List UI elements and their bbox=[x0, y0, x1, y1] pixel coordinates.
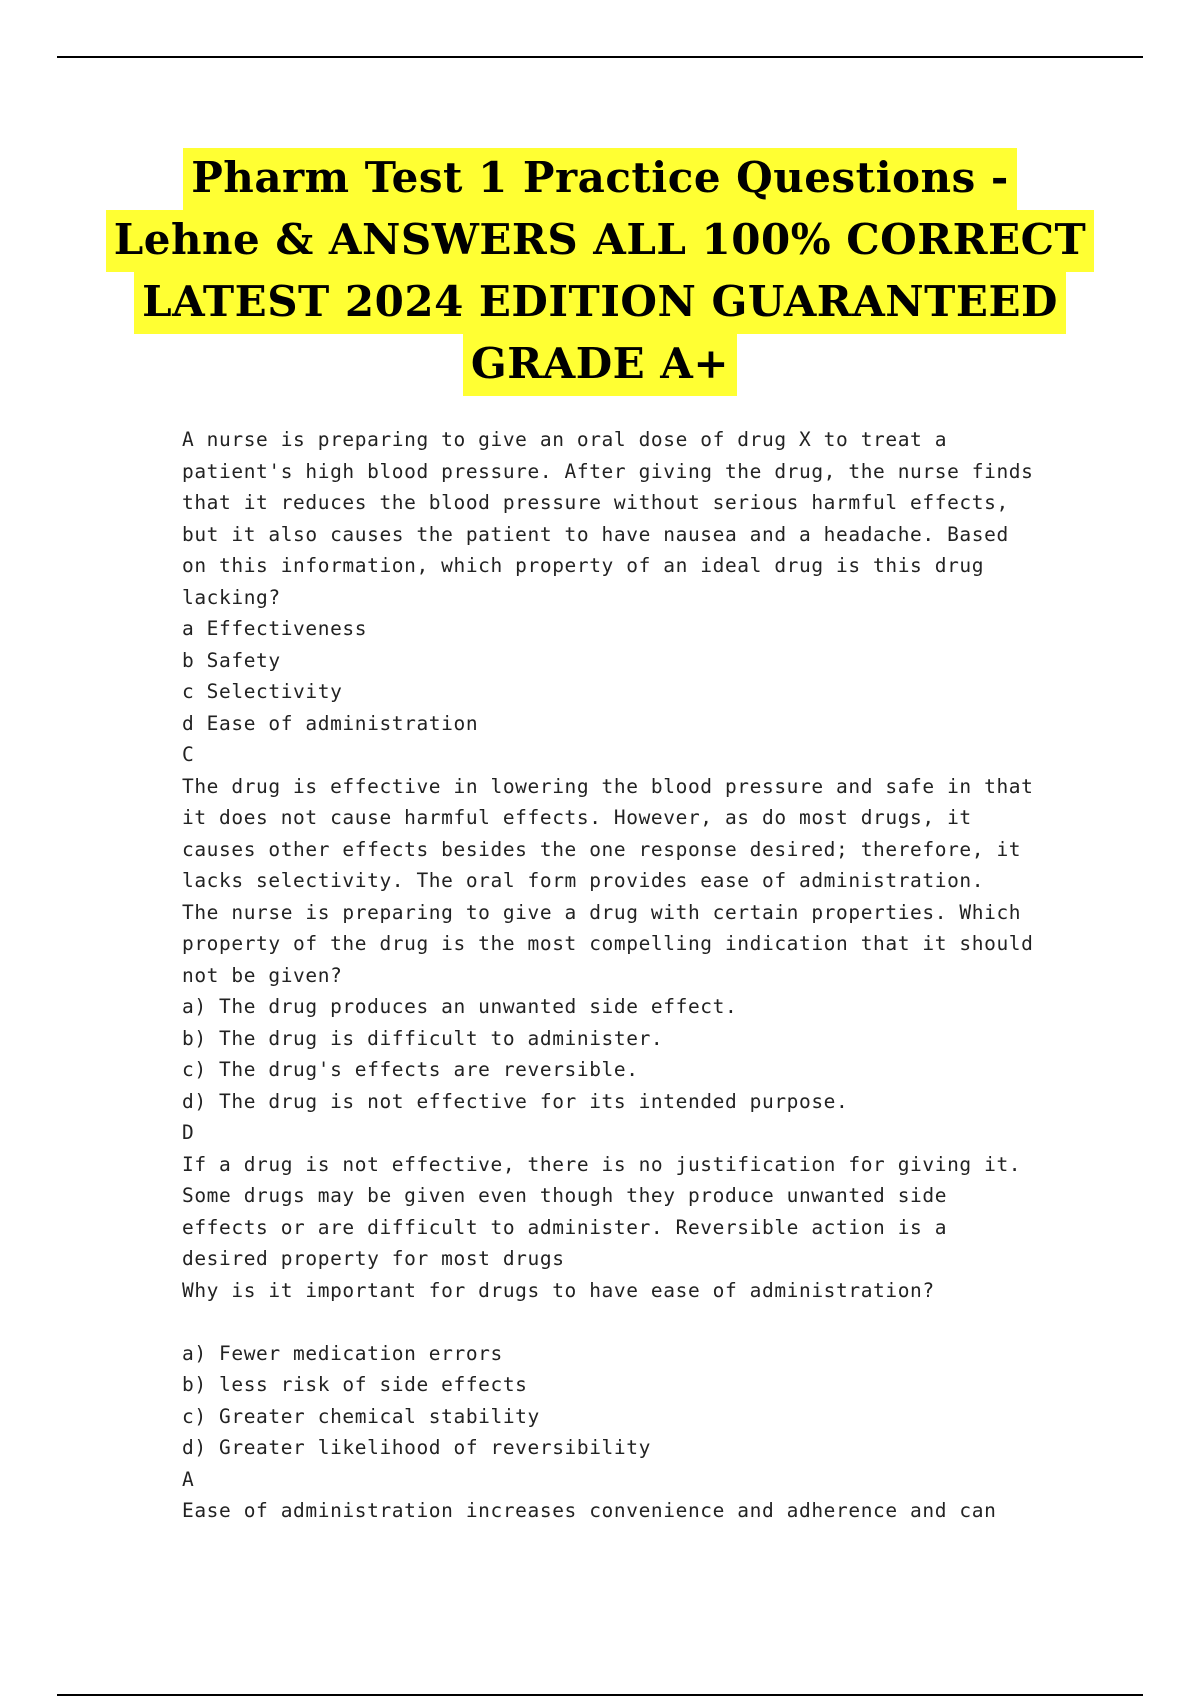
answer-option: a) The drug produces an unwanted side effect. bbox=[182, 995, 738, 1018]
correct-answer: A bbox=[182, 1467, 195, 1491]
rationale-text: it does not cause harmful effects. However, as do most drugs, it bbox=[182, 806, 972, 829]
top-rule bbox=[57, 56, 1143, 58]
answer-option: d Ease of administration bbox=[182, 711, 479, 735]
blank-line bbox=[182, 1306, 1062, 1338]
answer-option: c) Greater chemical stability bbox=[182, 1404, 540, 1428]
document-title bbox=[0, 148, 1200, 396]
rationale-text: The drug is effective in lowering the blood pressure and safe in that bbox=[182, 774, 1034, 798]
title-line: GRADE A+ bbox=[463, 334, 737, 396]
answer-option: b) The drug is difficult to administer. bbox=[182, 1026, 664, 1050]
rationale-text: causes other effects besides the one response desired; therefore, it bbox=[182, 837, 1022, 861]
question-text: property of the drug is the most compelling indication that it should bbox=[182, 932, 1034, 955]
correct-answer: C bbox=[182, 743, 195, 766]
question-text: that it reduces the blood pressure without serious harmful effects, bbox=[182, 491, 1009, 514]
rationale-text: effects or are difficult to administer. Reversible action is a bbox=[182, 1215, 948, 1239]
answer-option: a) Fewer medication errors bbox=[182, 1341, 503, 1365]
title-line: Pharm Test 1 Practice Questions - bbox=[183, 148, 1017, 210]
rationale-text: desired property for most drugs bbox=[182, 1247, 565, 1270]
question-text: Why is it important for drugs to have ease of administration? bbox=[182, 1278, 935, 1302]
question-text: but it also causes the patient to have nausea and a headache. Based bbox=[182, 522, 1009, 546]
answer-option: d) Greater likelihood of reversibility bbox=[182, 1436, 651, 1459]
question-text: patient's high blood pressure. After giving the drug, the nurse finds bbox=[182, 459, 1034, 483]
rationale-text: lacks selectivity. The oral form provides ease of administration. bbox=[182, 869, 985, 892]
document-body bbox=[182, 424, 1062, 1527]
question-text: The nurse is preparing to give a drug with certain properties. Which bbox=[182, 900, 1022, 924]
answer-option: c Selectivity bbox=[182, 680, 343, 703]
answer-option: b) less risk of side effects bbox=[182, 1373, 528, 1396]
answer-option: a Effectiveness bbox=[182, 617, 368, 640]
answer-option: d) The drug is not effective for its intended purpose. bbox=[182, 1089, 849, 1113]
question-text: lacking? bbox=[182, 585, 281, 609]
title-line: LATEST 2024 EDITION GUARANTEED bbox=[134, 272, 1066, 334]
answer-option: b Safety bbox=[182, 648, 281, 672]
answer-option: c) The drug's effects are reversible. bbox=[182, 1058, 639, 1081]
rationale-text: Ease of administration increases convenience and adherence and can bbox=[182, 1499, 997, 1522]
question-text: A nurse is preparing to give an oral dose of drug X to treat a bbox=[182, 428, 948, 451]
rationale-text: If a drug is not effective, there is no justification for giving it. bbox=[182, 1152, 1022, 1176]
title-line: Lehne & ANSWERS ALL 100% CORRECT bbox=[106, 210, 1095, 272]
correct-answer: D bbox=[182, 1121, 195, 1144]
bottom-rule bbox=[57, 1694, 1143, 1696]
rationale-text: Some drugs may be given even though they produce unwanted side bbox=[182, 1184, 948, 1207]
question-text: on this information, which property of an ideal drug is this drug bbox=[182, 554, 985, 577]
question-text: not be given? bbox=[182, 963, 343, 987]
